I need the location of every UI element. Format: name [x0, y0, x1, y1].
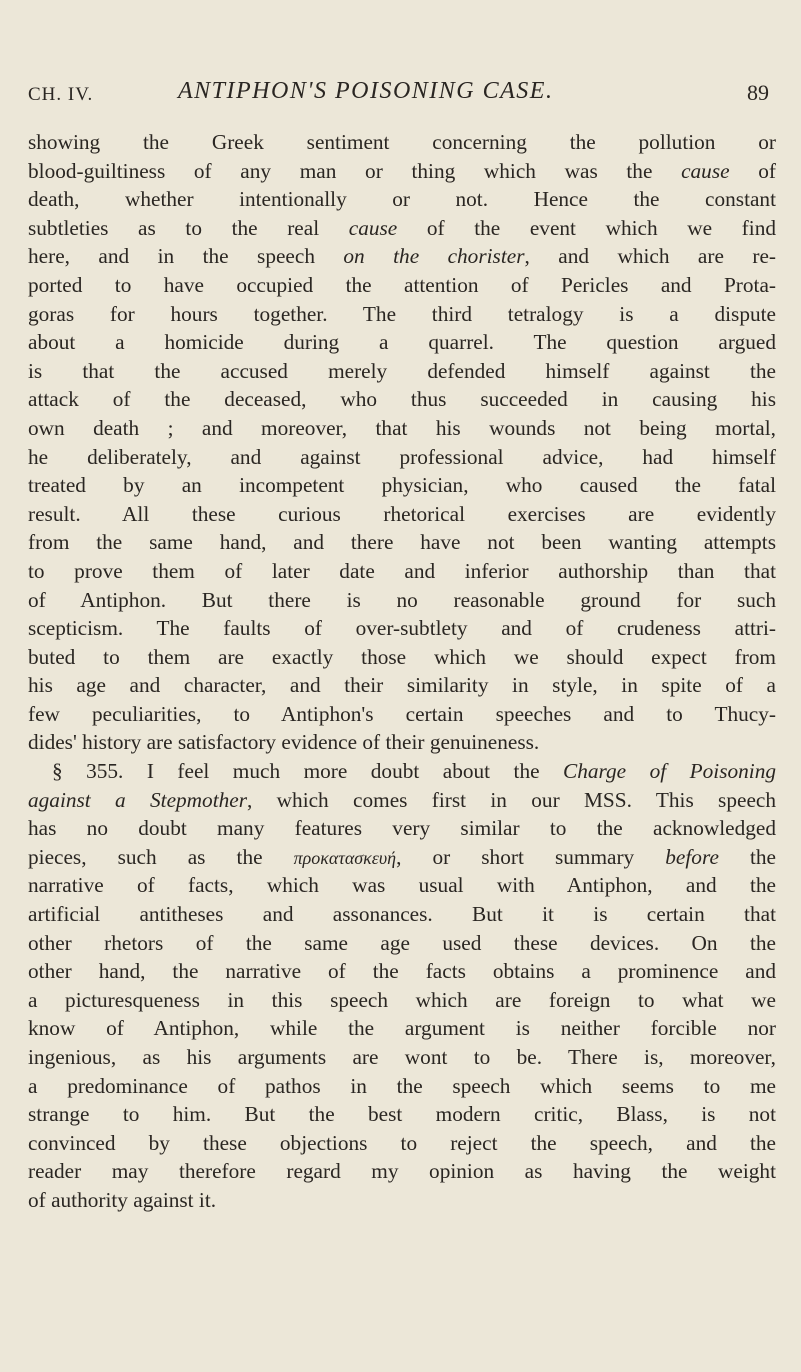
- text-line: [28, 1186, 776, 1215]
- text-run: of the event which we find: [397, 215, 776, 240]
- text-run: about a homicide during a quarrel. The question argued: [28, 330, 776, 355]
- text-run: of authority against it.: [28, 1187, 217, 1212]
- chapter-label: CH. IV.: [28, 84, 94, 105]
- text-run: narrative of facts, which was usual with Antiphon, and the: [28, 873, 776, 898]
- italic-run: cause: [348, 215, 398, 240]
- text-line: [28, 1100, 776, 1129]
- text-run: the: [718, 844, 776, 869]
- text-run: to prove them of later date and inferior authorship than that: [28, 558, 776, 583]
- text-run: is that the accused merely defended himself against the: [28, 358, 776, 383]
- text-run: other hand, the narrative of the facts obtains a prominence and: [28, 959, 776, 984]
- text-line: [28, 185, 776, 214]
- text-line: [28, 786, 776, 815]
- text-run: , or short summary: [396, 844, 666, 869]
- italic-run: on the chorister: [343, 244, 525, 269]
- text-line: [28, 557, 776, 586]
- page-number: 89: [747, 80, 769, 105]
- text-run: a predominance of pathos in the speech which seems to me: [28, 1073, 776, 1098]
- text-run: he deliberately, and against professional advice, had himself: [28, 444, 776, 469]
- text-run: from the same hand, and there have not been wanting attempts: [28, 530, 776, 555]
- italic-run: Charge of Poisoning: [563, 759, 776, 784]
- running-title: ANTIPHON'S POISONING CASE.: [178, 78, 554, 104]
- text-line: [28, 986, 776, 1015]
- text-run: , which comes first in our MSS. This speech: [247, 787, 776, 812]
- italic-run: before: [665, 844, 719, 869]
- text-run: goras for hours together. The third tetralogy is a dispute: [28, 301, 776, 326]
- text-line: [28, 671, 776, 700]
- text-line: [28, 1157, 776, 1186]
- greek-term: προκατασκευή: [293, 847, 397, 868]
- text-run: of Antiphon. But there is no reasonable ground for such: [28, 587, 776, 612]
- text-run: scepticism. The faults of over-subtlety and of crudeness attri-: [28, 616, 776, 641]
- text-line: [28, 157, 776, 186]
- text-line: [28, 814, 776, 843]
- text-line: [28, 900, 776, 929]
- text-line: [28, 1129, 776, 1158]
- text-line: [28, 300, 776, 329]
- text-line: [28, 414, 776, 443]
- text-line: [28, 700, 776, 729]
- text-line: [28, 242, 776, 271]
- text-line: [28, 357, 776, 386]
- running-header: [28, 78, 773, 108]
- text-line: [28, 385, 776, 414]
- text-run: few peculiarities, to Antiphon's certain speeches and to Thucy-: [28, 701, 776, 726]
- text-run: artificial antitheses and assonances. But it is certain that: [28, 902, 776, 927]
- text-run: buted to them are exactly those which we should expect from: [28, 644, 776, 669]
- text-run: reader may therefore regard my opinion as having the weight: [28, 1159, 776, 1184]
- text-run: has no doubt many features very similar to the acknowledged: [28, 816, 776, 841]
- text-line: [28, 1043, 776, 1072]
- text-run: strange to him. But the best modern critic, Blass, is not: [28, 1102, 776, 1127]
- text-run: here, and in the speech: [28, 244, 344, 269]
- text-line: [28, 843, 776, 872]
- text-line: [28, 614, 776, 643]
- text-line: [28, 500, 776, 529]
- text-line: [28, 957, 776, 986]
- text-line: [28, 214, 776, 243]
- body-text: [28, 128, 776, 1215]
- text-run: of: [729, 158, 776, 183]
- text-line: [28, 271, 776, 300]
- text-run: death, whether intentionally or not. Hence the constant: [28, 187, 776, 212]
- text-line: [28, 728, 776, 757]
- text-run: a picturesqueness in this speech which are foreign to what we: [28, 987, 776, 1012]
- text-line: [28, 643, 776, 672]
- text-line: [28, 871, 776, 900]
- text-line: [28, 528, 776, 557]
- text-run: convinced by these objections to reject the speech, and the: [28, 1130, 776, 1155]
- text-run: other rhetors of the same age used these devices. On the: [28, 930, 776, 955]
- text-line: [28, 757, 776, 786]
- text-line: [28, 471, 776, 500]
- text-run: blood-guiltiness of any man or thing which was the: [28, 158, 682, 183]
- text-run: , and which are re-: [524, 244, 776, 269]
- text-line: [28, 1072, 776, 1101]
- italic-run: cause: [681, 158, 730, 183]
- text-line: [28, 586, 776, 615]
- text-run: dides' history are satisfactory evidence of their genuineness.: [28, 730, 540, 755]
- text-run: attack of the deceased, who thus succeeded in causing his: [28, 387, 776, 412]
- text-line: [28, 328, 776, 357]
- text-line: [28, 443, 776, 472]
- text-run: his age and character, and their similarity in style, in spite of a: [28, 673, 776, 698]
- text-line: [28, 929, 776, 958]
- text-run: showing the Greek sentiment concerning the pollution or: [28, 130, 776, 154]
- text-run: know of Antiphon, while the argument is neither forcible nor: [28, 1016, 776, 1041]
- text-line: [28, 1014, 776, 1043]
- text-run: result. All these curious rhetorical exercises are evidently: [28, 501, 776, 526]
- text-run: ported to have occupied the attention of Pericles and Prota-: [28, 272, 776, 297]
- text-run: pieces, such as the: [28, 844, 294, 869]
- text-run: ingenious, as his arguments are wont to be. There is, moreover,: [28, 1045, 776, 1069]
- text-line: [28, 128, 776, 157]
- text-run: subtleties as to the real: [28, 215, 349, 240]
- text-run: § 355. I feel much more doubt about the: [52, 759, 564, 784]
- italic-run: against a Stepmother: [28, 787, 248, 812]
- text-run: treated by an incompetent physician, who caused the fatal: [28, 473, 776, 498]
- text-run: own death ; and moreover, that his wounds not being mortal,: [28, 415, 776, 440]
